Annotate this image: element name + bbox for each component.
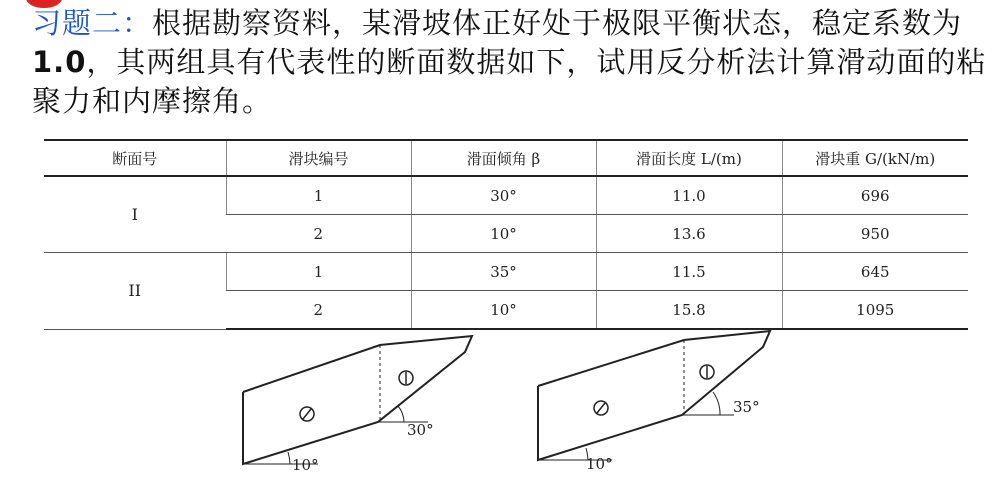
weight-cell: 645 [782,253,968,291]
angle-cell: 35° [411,253,596,291]
left-block2-marker-bar [303,409,311,419]
right-section-diagram [538,331,770,460]
block-cell: 2 [226,215,411,253]
left-upper-angle-label: 30° [407,421,434,439]
weight-cell: 1095 [782,291,968,330]
block-cell: 1 [226,253,411,291]
angle-cell: 10° [411,215,596,253]
left-lower-angle-label: 10° [292,456,319,474]
right-upper-angle-label: 35° [733,398,760,416]
section-cell: II [44,253,226,330]
length-cell: 11.0 [596,176,782,215]
problem-text-before: 根据勘察资料，某滑坡体正好处于极限平衡状态，稳定系数为 [152,6,963,40]
left-angle-arc-upper [398,406,404,422]
stability-value: 1.0 [32,45,87,79]
problem-text-after: ，其两组具有代表性的断面数据如下，试用反分析法计算滑动面的粘聚力和内摩擦角。 [32,45,987,118]
weight-cell: 696 [782,176,968,215]
length-cell: 11.5 [596,253,782,291]
left-section-diagram [243,336,472,464]
block-cell: 2 [226,291,411,330]
header-weight: 滑块重 G/(kN/m) [782,140,968,176]
length-cell: 15.8 [596,291,782,330]
right-slope-outline [538,331,770,460]
right-lower-angle-label: 10° [586,455,613,473]
length-cell: 13.6 [596,215,782,253]
angle-cell: 10° [411,291,596,330]
angle-cell: 30° [411,176,596,215]
section-cell: I [44,176,226,253]
left-angle-arc-lower [288,452,290,464]
header-angle: 滑面倾角 β [411,140,596,176]
right-block2-marker-bar [597,403,605,413]
header-section: 断面号 [44,140,226,176]
header-block: 滑块编号 [226,140,411,176]
weight-cell: 950 [782,215,968,253]
problem-label: 习题二： [32,6,153,40]
left-slope-outline [243,336,472,464]
right-angle-arc-upper [713,392,720,415]
header-length: 滑面长度 L/(m) [596,140,782,176]
block-cell: 1 [226,176,411,215]
